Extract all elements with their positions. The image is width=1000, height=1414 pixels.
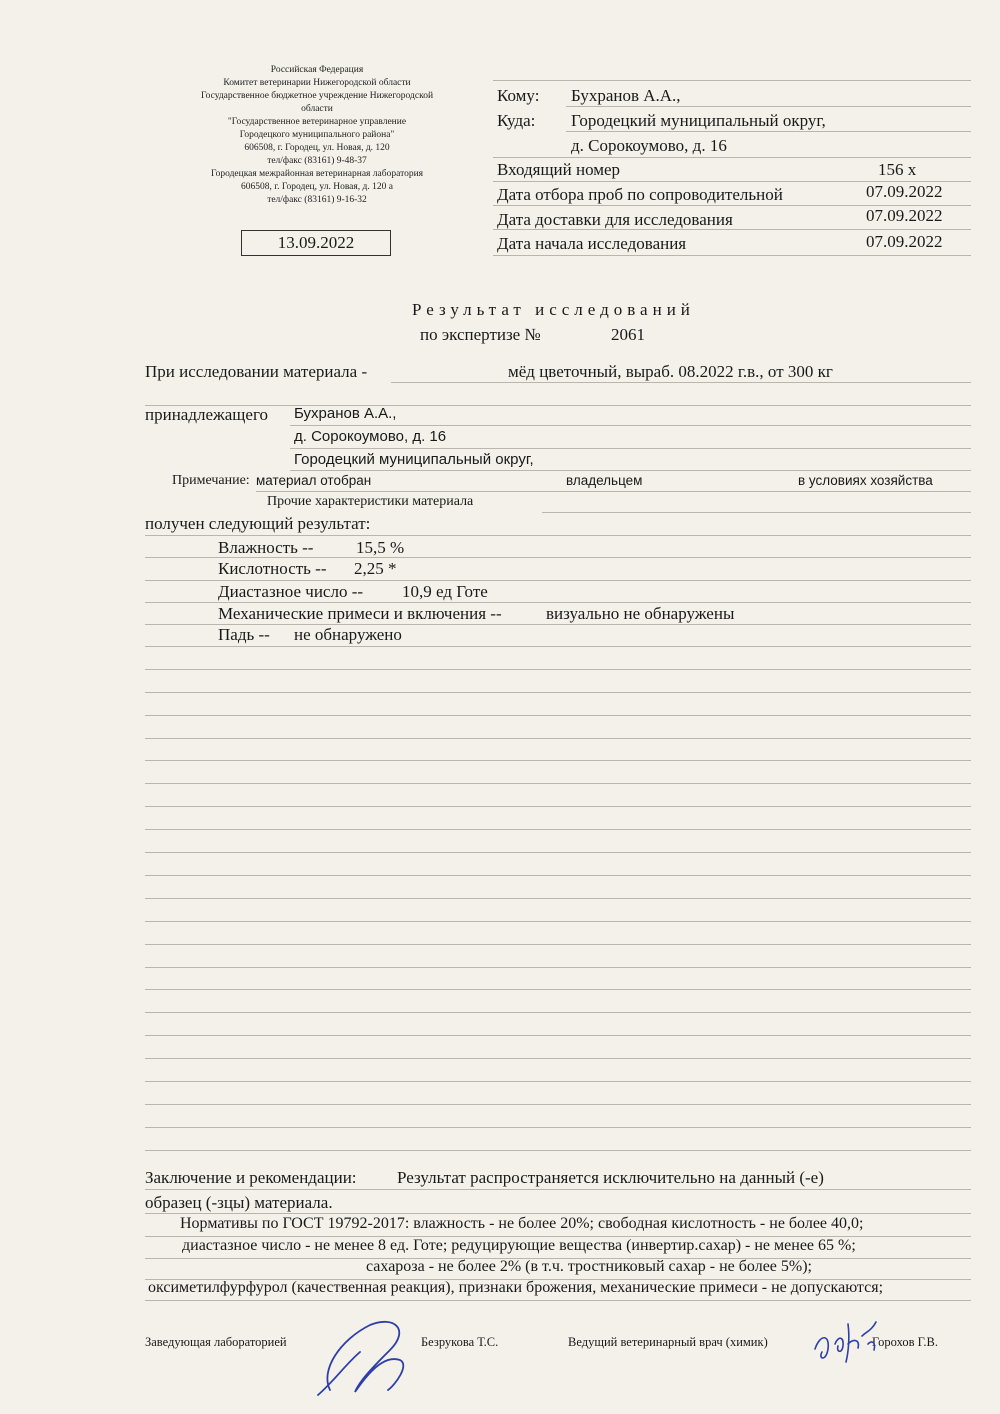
ruled-line: [145, 783, 971, 784]
ruled-line: [145, 829, 971, 830]
ruled-line: [145, 692, 971, 693]
header-line: Комитет ветеринарии Нижегородской области: [223, 78, 411, 88]
header-line: 606508, г. Городец, ул. Новая, д. 120: [244, 143, 390, 153]
owner-address-1: д. Сорокоумово, д. 16: [294, 428, 447, 445]
result-value-acidity: 2,25 *: [354, 559, 397, 578]
conclusion-label: Заключение и рекомендации:: [145, 1168, 357, 1187]
meta-label-delivery: Дата доставки для исследования: [497, 210, 733, 229]
result-label-impurities: Механические примеси и включения --: [218, 604, 502, 623]
note-part-3: в условиях хозяйства: [798, 473, 933, 488]
ruled-line: [145, 1012, 971, 1013]
ruled-line: [145, 967, 971, 968]
meta-value-sampling: 07.09.2022: [866, 182, 943, 201]
ruled-line: [145, 1035, 971, 1036]
ruled-line: [145, 646, 971, 647]
result-label-honeydew: Падь --: [218, 625, 270, 644]
result-label-acidity: Кислотность --: [218, 559, 327, 578]
meta-value-delivery: 07.09.2022: [866, 206, 943, 225]
ruled-line: [145, 760, 971, 761]
where-label: Куда:: [497, 111, 536, 130]
meta-label-start: Дата начала исследования: [497, 234, 687, 253]
ruled-line: [145, 738, 971, 739]
meta-label-incoming: Входящий номер: [497, 160, 621, 179]
document-title: Результат исследований: [412, 300, 695, 319]
head-label: Заведующая лабораторией: [145, 1335, 287, 1349]
head-name: Безрукова Т.С.: [421, 1335, 499, 1349]
to-value: Бухранов А.А.,: [571, 86, 681, 105]
vet-signature-image: [810, 1314, 885, 1369]
header-line: Городецкого муниципального района": [239, 130, 395, 140]
ruled-line: [145, 1150, 971, 1151]
ruled-line: [145, 1127, 971, 1128]
vet-name: Горохов Г.В.: [872, 1335, 939, 1349]
conclusion-text-2: образец (-зцы) материала.: [145, 1193, 333, 1212]
norms-line: Нормативы по ГОСТ 19792-2017: влажность - не более 20%; свободная кислотность - не более 40,0;: [180, 1215, 864, 1232]
material-value: мёд цветочный, выраб. 08.2022 г.в., от 300 кг: [508, 362, 833, 381]
ruled-line: [145, 852, 971, 853]
material-label: При исследовании материала -: [145, 362, 368, 381]
header-line: тел/факс (83161) 9-48-37: [267, 156, 367, 166]
owner-label: принадлежащего: [145, 405, 268, 424]
conclusion-text-1: Результат распространяется исключительно на данный (-е): [397, 1168, 824, 1187]
vet-label: Ведущий ветеринарный врач (химик): [568, 1335, 768, 1349]
ruled-line: [145, 944, 971, 945]
header-line: области: [301, 104, 333, 114]
where-value-2: д. Сорокоумово, д. 16: [571, 136, 727, 155]
where-value: Городецкий муниципальный округ,: [571, 111, 826, 130]
result-label-moisture: Влажность --: [218, 538, 314, 557]
ruled-line: [145, 1081, 971, 1082]
to-label: Кому:: [497, 86, 540, 105]
note-label: Примечание:: [172, 473, 250, 488]
result-label: получен следующий результат:: [145, 514, 371, 533]
result-value-diastase: 10,9 ед Готе: [402, 582, 488, 601]
result-label-diastase: Диастазное число --: [218, 582, 364, 601]
header-line: Государственное бюджетное учреждение Нижегородской: [200, 91, 434, 101]
norms-line: диастазное число - не менее 8 ед. Готе; редуцирующие вещества (инвертир.сахар) - не менее 65 %;: [182, 1237, 856, 1254]
ruled-line: [145, 875, 971, 876]
ruled-line: [145, 898, 971, 899]
note-part-1: материал отобран: [256, 473, 372, 488]
header-line: "Государственное ветеринарное управление: [227, 117, 407, 127]
norms-line: сахароза - не более 2% (в т.ч. тростниковый сахар - не более 5%);: [366, 1258, 812, 1275]
ruled-line: [145, 806, 971, 807]
header-line: Городецкая межрайонная ветеринарная лаборатория: [210, 169, 424, 179]
owner-address-2: Городецкий муниципальный округ,: [294, 451, 534, 468]
ruled-line: [145, 921, 971, 922]
ruled-line: [145, 1104, 971, 1105]
result-value-moisture: 15,5 %: [356, 538, 405, 557]
meta-label-sampling: Дата отбора проб по сопроводительной: [497, 185, 783, 204]
issue-date-box: 13.09.2022: [241, 230, 391, 256]
ruled-line: [145, 715, 971, 716]
head-signature-image: [300, 1310, 440, 1400]
expertise-number: 2061: [611, 325, 645, 344]
header-line: тел/факс (83161) 9-16-32: [267, 195, 367, 205]
ruled-line: [145, 669, 971, 670]
other-characteristics-label: Прочие характеристики материала: [267, 494, 474, 509]
ruled-line: [145, 1058, 971, 1059]
meta-value-incoming: 156 х: [878, 160, 917, 179]
result-value-honeydew: не обнаружено: [294, 625, 402, 644]
result-value-impurities: визуально не обнаружены: [546, 604, 735, 623]
ruled-line: [145, 989, 971, 990]
header-line: 606508, г. Городец, ул. Новая, д. 120 а: [241, 182, 393, 192]
meta-value-start: 07.09.2022: [866, 232, 943, 251]
norms-line: оксиметилфурфурол (качественная реакция), признаки брожения, механические примеси - не допускаются;: [148, 1279, 884, 1296]
note-part-2: владельцем: [566, 473, 643, 488]
expertise-label: по экспертизе №: [420, 325, 541, 344]
header-line: Российская Федерация: [270, 65, 364, 75]
owner-name: Бухранов А.А.,: [294, 405, 397, 422]
